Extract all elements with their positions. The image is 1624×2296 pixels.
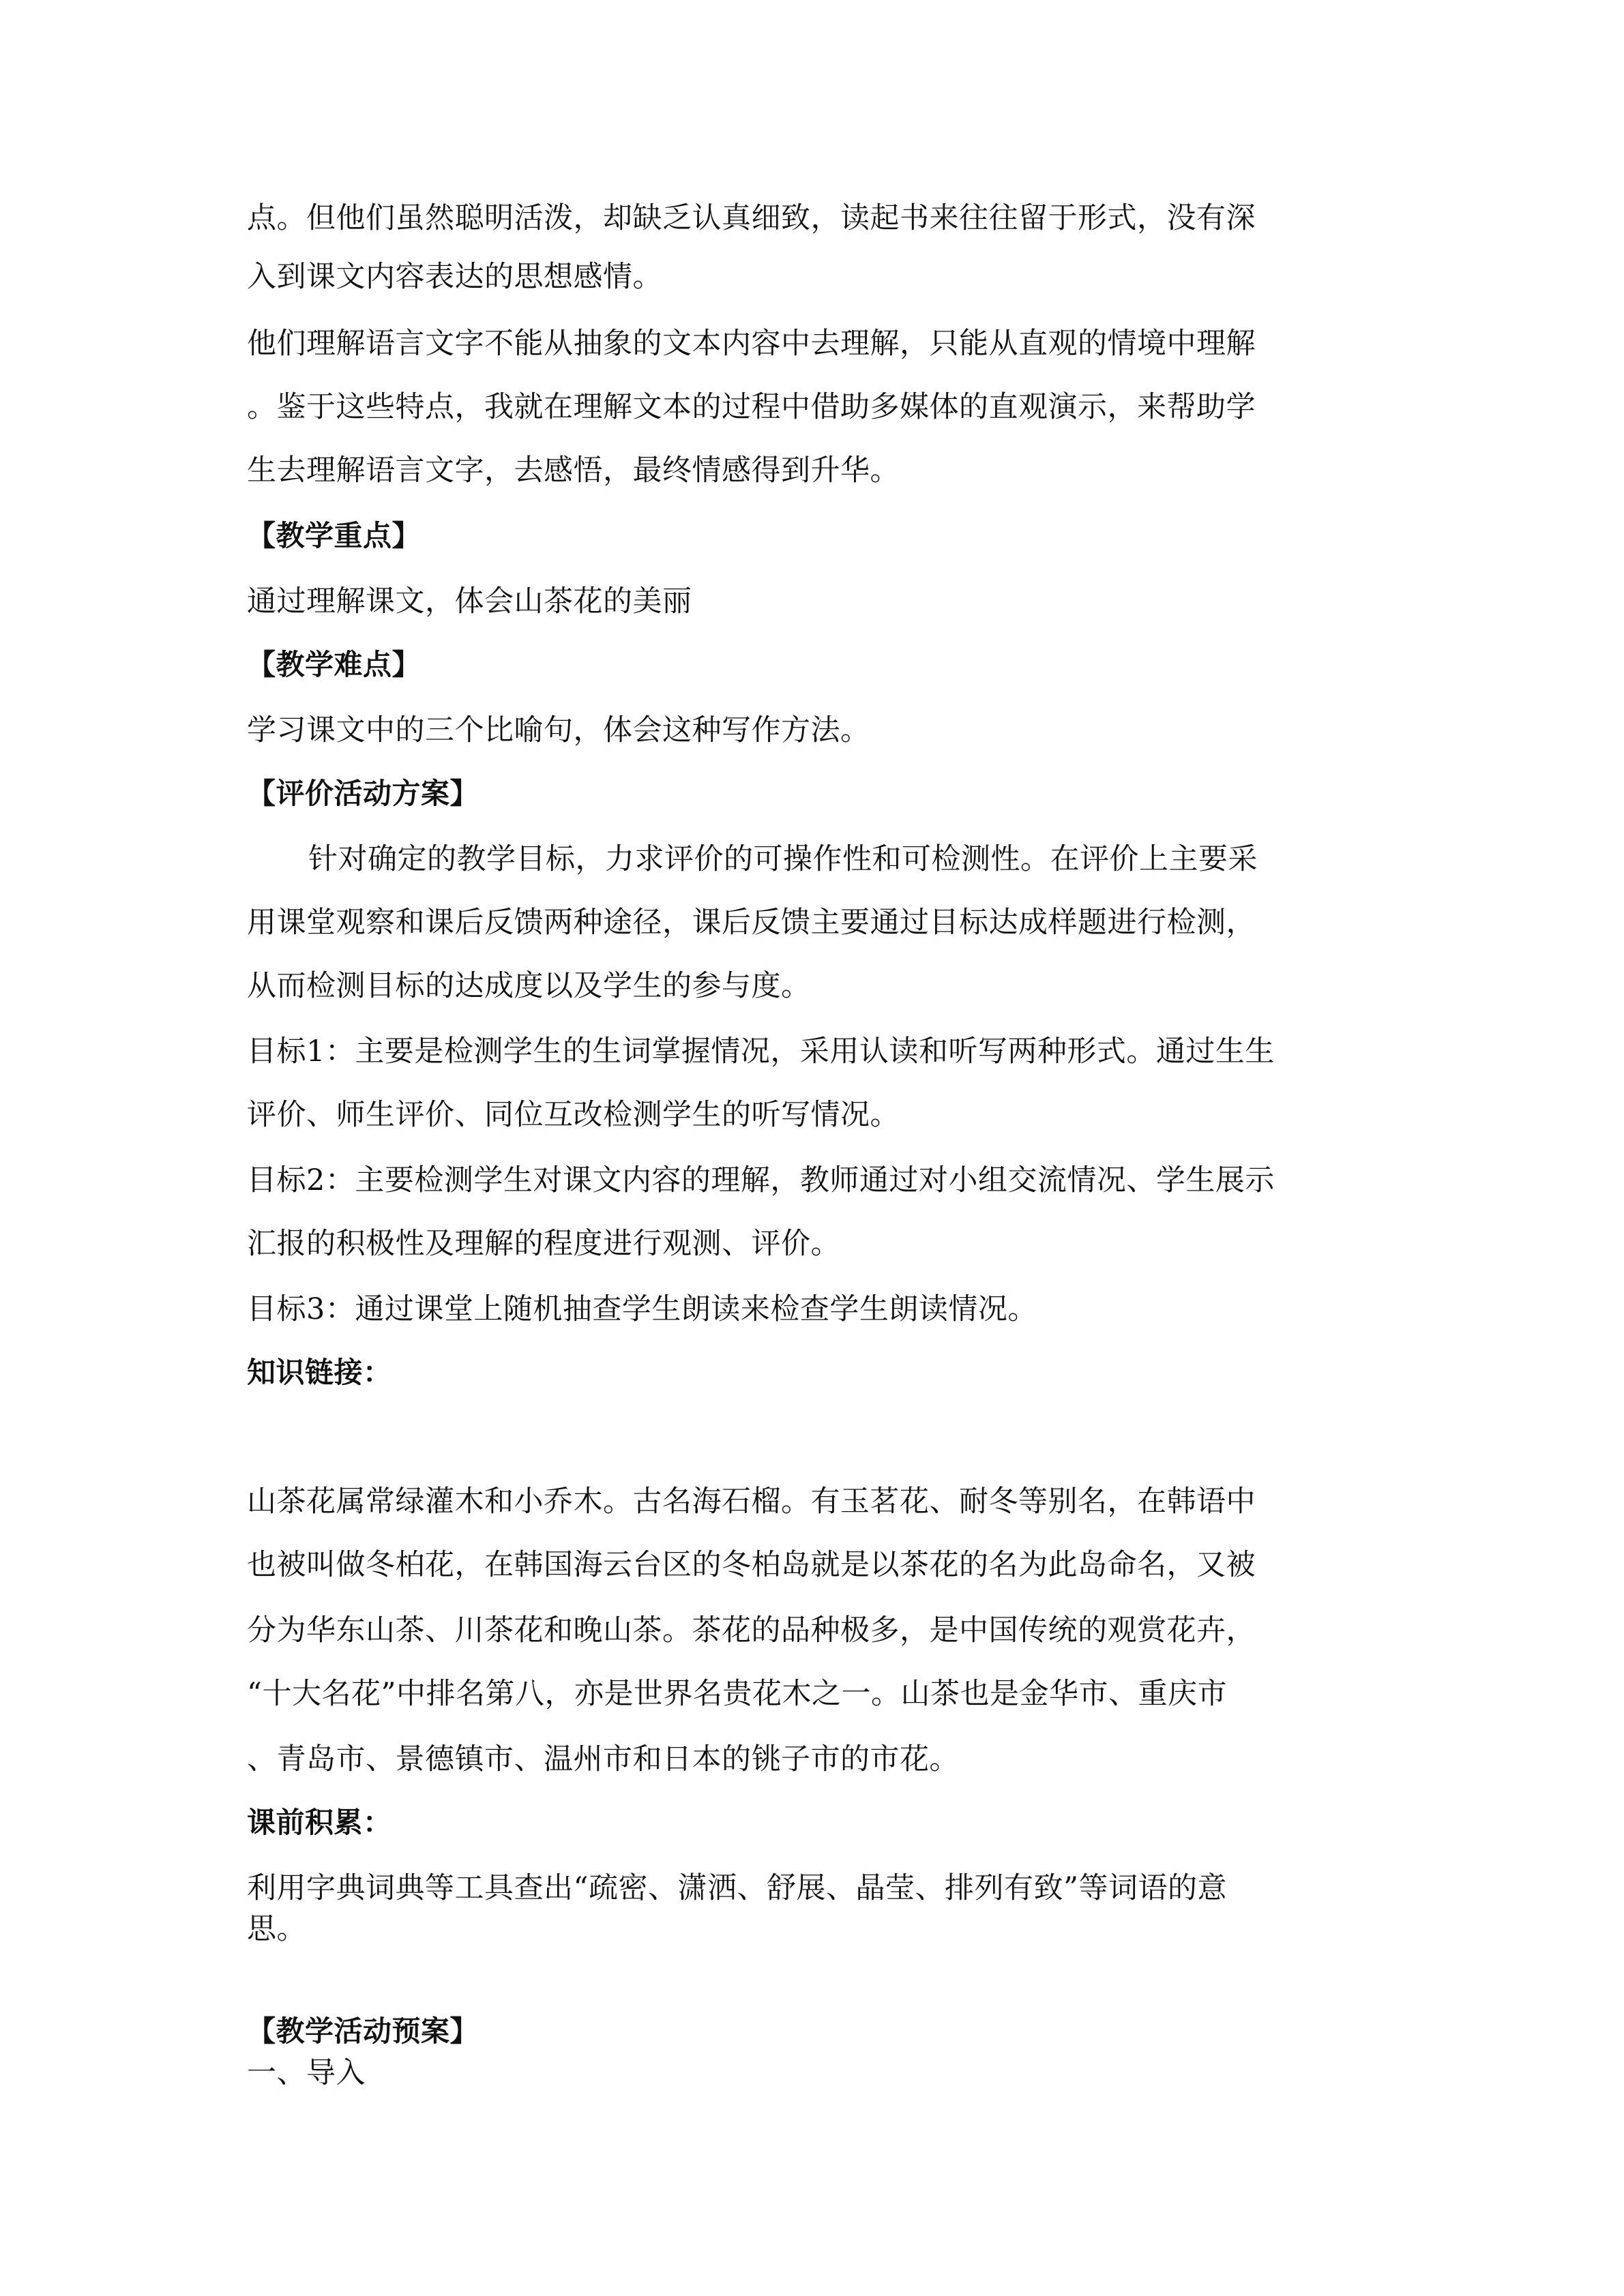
section-heading-activity-plan: 【教学活动预案】 bbox=[247, 2014, 479, 2048]
paragraph-line: 目标2：主要检测学生对课文内容的理解，教师通过对小组交流情况、学生展示 bbox=[247, 1163, 1275, 1197]
paragraph-line: 汇报的积极性及理解的程度进行观测、评价。 bbox=[247, 1227, 840, 1261]
paragraph-line: 。鉴于这些特点，我就在理解文本的过程中借助多媒体的直观演示，来帮助学 bbox=[247, 390, 1256, 424]
paragraph-line: 点。但他们虽然聪明活泼，却缺乏认真细致，读起书来往往留于形式，没有深 bbox=[247, 201, 1256, 235]
paragraph-line: 目标3：通过课堂上随机抽查学生朗读来检查学生朗读情况。 bbox=[247, 1292, 1037, 1326]
paragraph-line: 山茶花属常绿灌木和小乔木。古名海石榴。有玉茗花、耐冬等别名，在韩语中 bbox=[247, 1485, 1256, 1519]
paragraph-line: 用课堂观察和课后反馈两种途径，课后反馈主要通过目标达成样题进行检测， bbox=[247, 906, 1256, 940]
paragraph-line: 一、导入 bbox=[247, 2056, 366, 2090]
paragraph-line: 、青岛市、景德镇市、温州市和日本的铫子市的市花。 bbox=[247, 1742, 959, 1776]
paragraph-line: 通过理解课文，体会山茶花的美丽 bbox=[247, 584, 692, 618]
paragraph-line: 从而检测目标的达成度以及学生的参与度。 bbox=[247, 969, 811, 1003]
section-heading-key-points: 【教学重点】 bbox=[247, 519, 422, 552]
paragraph-line: “十大名花”中排名第八，亦是世界名贵花木之一。山茶也是金华市、重庆市 bbox=[247, 1677, 1227, 1711]
section-heading-evaluation-plan: 【评价活动方案】 bbox=[247, 777, 479, 810]
paragraph-line: 评价、师生评价、同位互改检测学生的听写情况。 bbox=[247, 1098, 900, 1132]
section-heading-difficulties: 【教学难点】 bbox=[247, 648, 422, 681]
paragraph-line: 入到课文内容表达的思想感情。 bbox=[247, 260, 662, 294]
section-heading-preclass: 课前积累： bbox=[247, 1806, 392, 1839]
paragraph-line: 目标1：主要是检测学生的生词掌握情况，采用认读和听写两种形式。通过生生 bbox=[247, 1034, 1275, 1069]
paragraph-line: 生去理解语言文字，去感悟，最终情感得到升华。 bbox=[247, 453, 900, 488]
paragraph-line: 也被叫做冬柏花，在韩国海云台区的冬柏岛就是以茶花的名为此岛命名，又被 bbox=[247, 1548, 1256, 1582]
paragraph-line: 他们理解语言文字不能从抽象的文本内容中去理解，只能从直观的情境中理解 bbox=[247, 327, 1256, 361]
section-heading-knowledge-link: 知识链接： bbox=[247, 1356, 392, 1389]
paragraph-line: 思。 bbox=[247, 1912, 306, 1946]
paragraph-line: 学习课文中的三个比喻句，体会这种写作方法。 bbox=[247, 713, 870, 747]
paragraph-line: 针对确定的教学目标，力求评价的可操作性和可检测性。在评价上主要采 bbox=[308, 842, 1258, 876]
paragraph-line: 分为华东山茶、川茶花和晚山茶。茶花的品种极多，是中国传统的观赏花卉， bbox=[247, 1613, 1256, 1648]
paragraph-line: 利用字典词典等工具查出“疏密、潇洒、舒展、晶莹、排列有致”等词语的意 bbox=[247, 1871, 1227, 1905]
